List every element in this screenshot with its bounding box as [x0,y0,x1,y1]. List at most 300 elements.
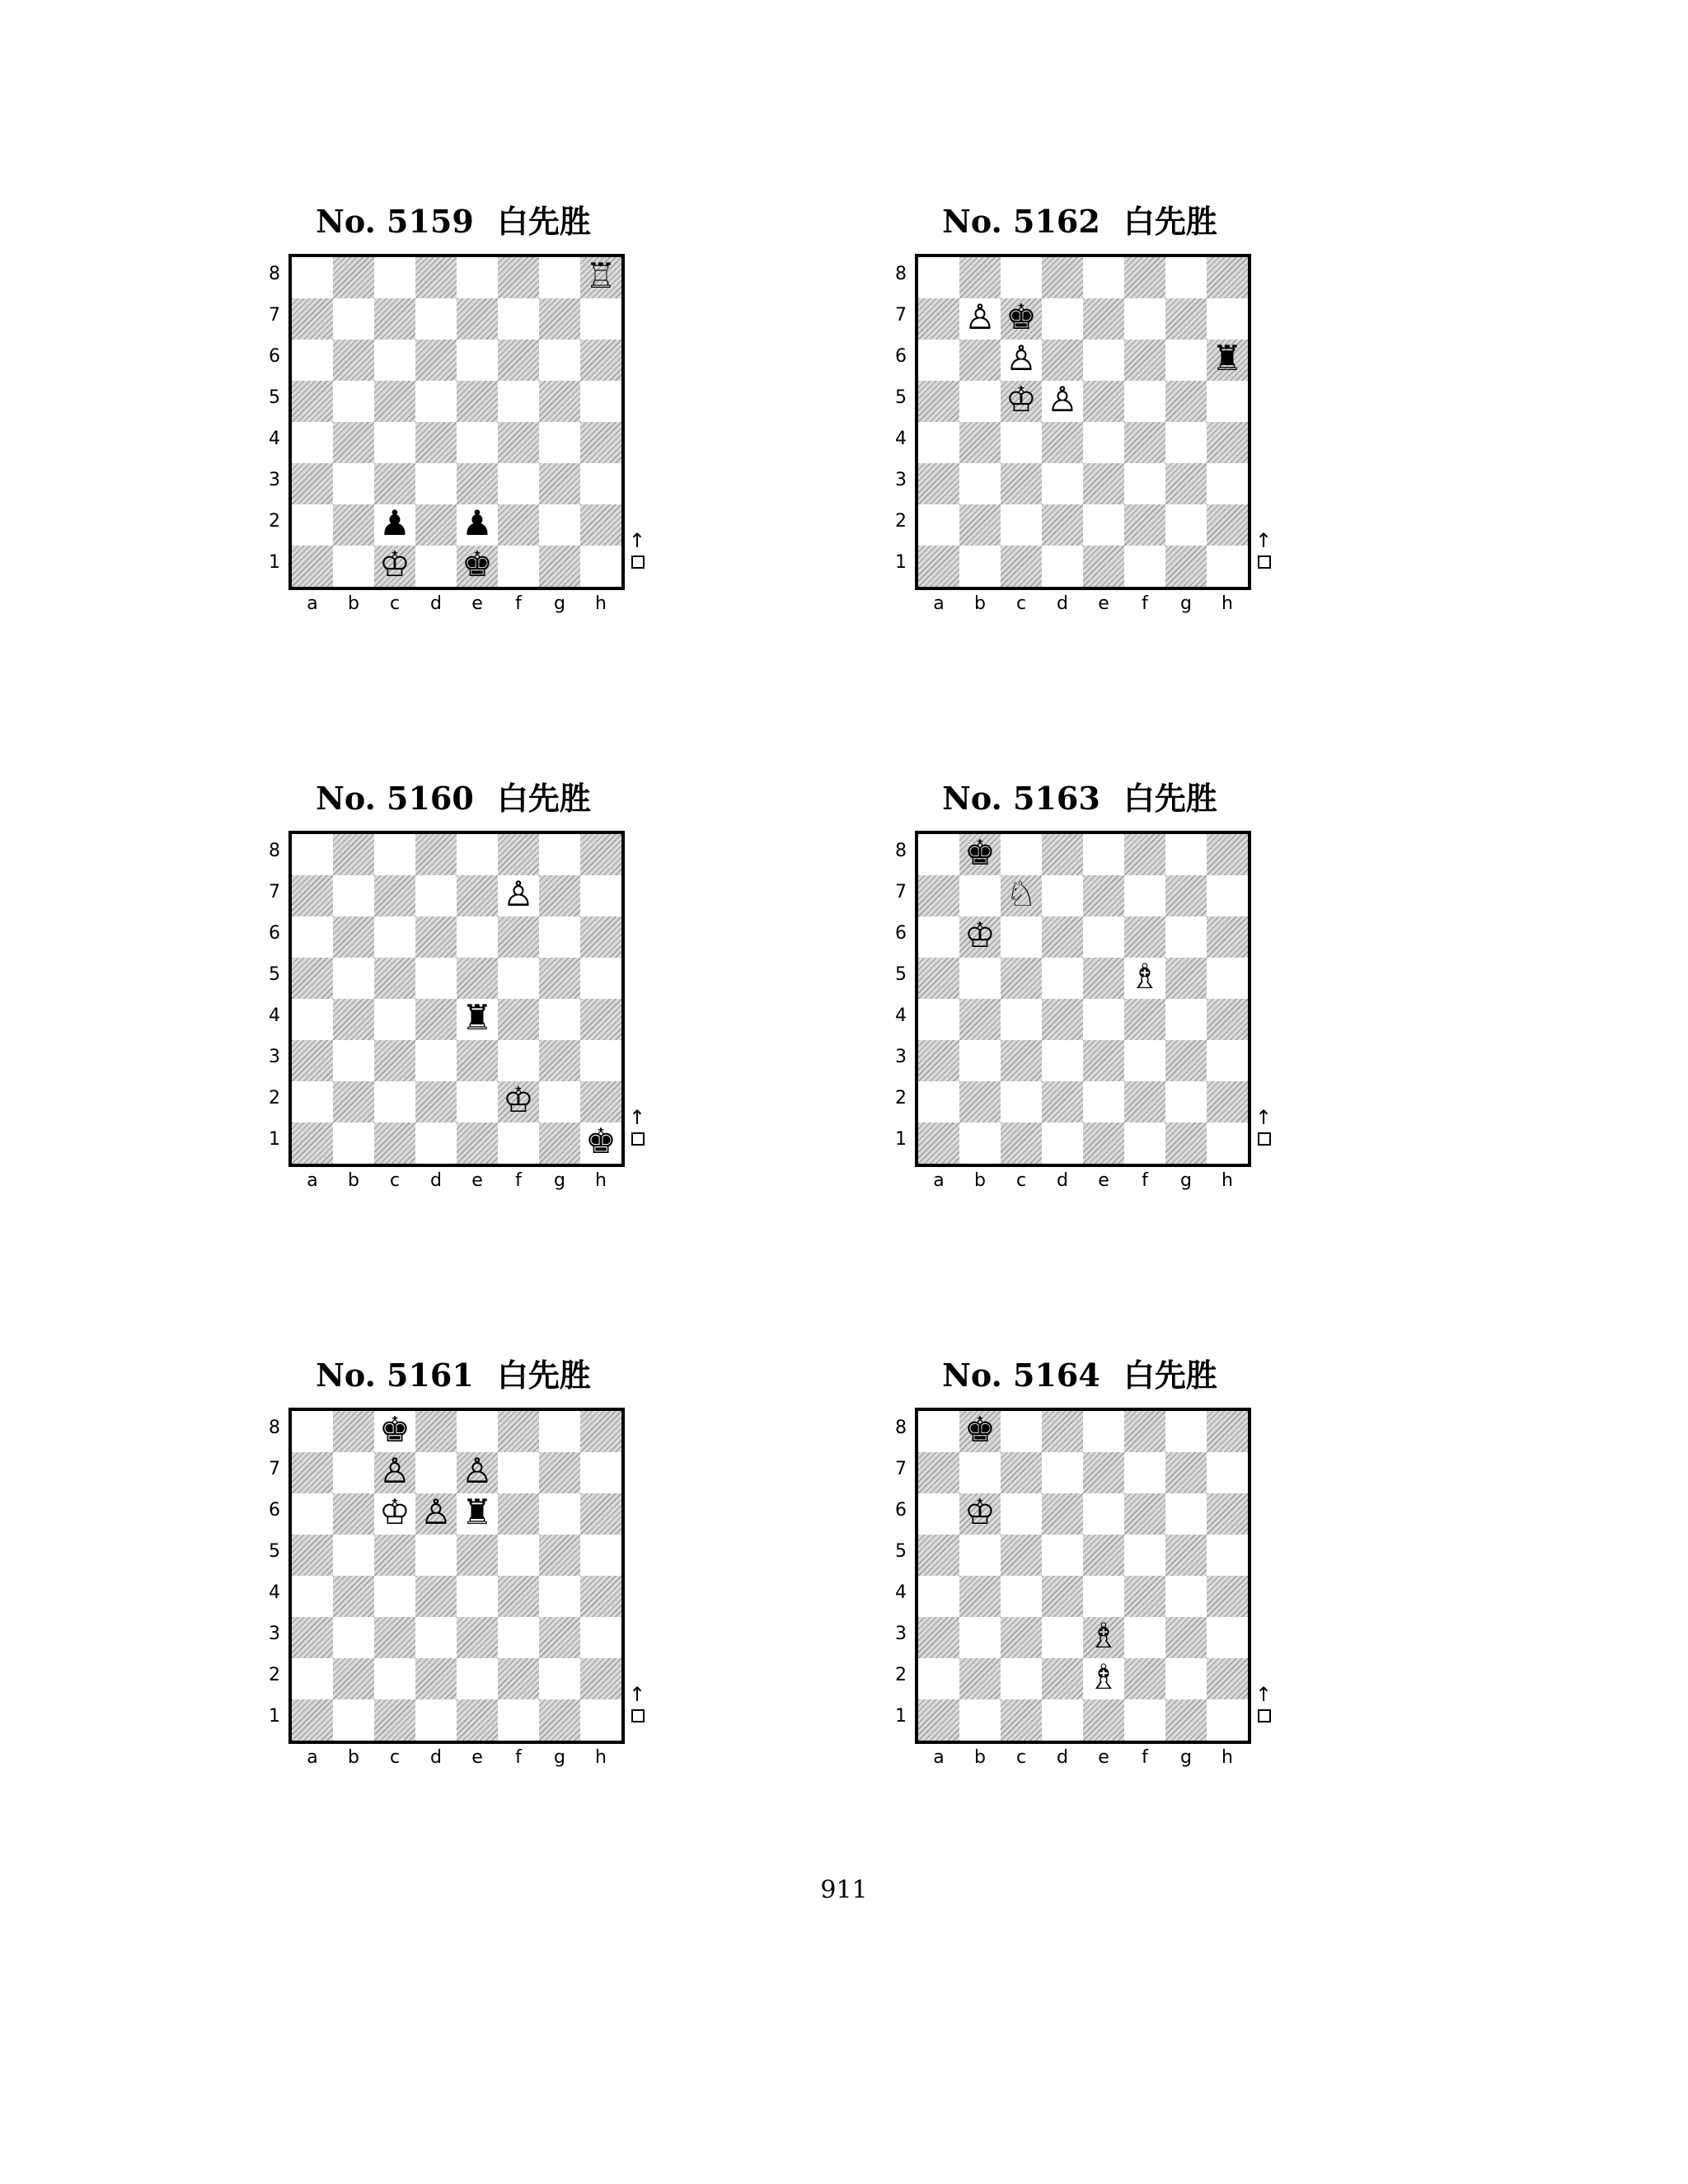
file-label: f [1142,1170,1148,1191]
square-c7 [374,298,415,340]
square-c3 [374,1617,415,1658]
rank-label: 2 [895,1665,907,1685]
file-label: g [554,1170,565,1191]
square-h1 [1207,546,1248,587]
file-label: h [1221,593,1233,614]
square-h7 [580,1452,621,1493]
white-square-icon [1258,555,1271,569]
black-king-icon: ♚ [964,1409,996,1450]
square-a7 [918,298,959,340]
square-f6 [498,916,539,958]
chess-board [288,831,625,1167]
square-g3 [539,1040,580,1081]
square-g2 [1165,1658,1207,1699]
square-f4 [1124,999,1165,1040]
square-d2 [1042,504,1083,546]
square-g6 [539,916,580,958]
square-a3 [918,1617,959,1658]
square-f4 [1124,1576,1165,1617]
rank-label: 2 [269,1088,280,1108]
square-c1 [1001,546,1042,587]
file-label: h [1221,1747,1233,1768]
square-f7 [1124,298,1165,340]
square-g3 [1165,1040,1207,1081]
square-g3 [1165,1617,1207,1658]
white-pawn-icon: ♙ [420,1492,452,1532]
square-h3 [1207,1040,1248,1081]
arrow-up-icon: ↑ [1254,1106,1273,1129]
square-h3 [580,463,621,504]
square-g3 [1165,463,1207,504]
square-e7 [457,298,498,340]
square-a5 [292,1535,333,1576]
white-square-icon [631,555,645,569]
square-g8 [1165,257,1207,298]
rank-label: 2 [269,1665,280,1685]
square-d4 [415,999,457,1040]
square-d8 [415,1411,457,1452]
square-d5 [1042,1535,1083,1576]
square-a4 [918,1576,959,1617]
square-f3 [498,1040,539,1081]
rank-label: 5 [269,964,280,985]
square-h5 [580,381,621,422]
white-king-icon: ♔ [1006,379,1037,419]
square-e7 [1083,875,1124,916]
square-h5 [1207,381,1248,422]
rank-label: 3 [269,470,280,490]
square-e2 [457,1658,498,1699]
file-label: b [348,1747,359,1768]
arrow-up-icon: ↑ [628,1683,646,1706]
file-label: e [1098,593,1109,614]
square-a2 [292,1081,333,1122]
file-label: b [974,1170,986,1191]
rank-label: 8 [895,1418,907,1438]
square-h6 [1207,1493,1248,1535]
black-king-icon: ♚ [379,1409,410,1450]
square-g3 [539,463,580,504]
square-b4 [959,1576,1001,1617]
file-label: e [471,1170,483,1191]
square-c8 [1001,1411,1042,1452]
rank-label: 1 [895,1706,907,1727]
square-d6 [1042,1493,1083,1535]
square-f4 [498,1576,539,1617]
square-d1 [415,1122,457,1164]
rank-label: 4 [895,1005,907,1026]
square-d1 [1042,1122,1083,1164]
square-e3 [457,463,498,504]
white-king-icon: ♔ [964,1492,996,1532]
square-h4 [1207,999,1248,1040]
square-c3 [374,1040,415,1081]
square-f4 [498,999,539,1040]
file-label: d [430,593,442,614]
rank-label: 6 [895,923,907,944]
white-king-icon: ♔ [379,544,410,584]
square-b6 [333,916,374,958]
square-e1 [1083,546,1124,587]
square-a8 [918,257,959,298]
white-king-icon: ♔ [503,1080,534,1120]
square-h1 [1207,1699,1248,1741]
square-b2 [333,504,374,546]
square-g6 [1165,1493,1207,1535]
square-c2 [374,1081,415,1122]
rank-label: 7 [269,1459,280,1479]
square-f7 [498,1452,539,1493]
square-a1 [918,1122,959,1164]
problem-number: No. 5162 [942,203,1100,240]
problem-task: 白先胜 [1123,203,1217,240]
square-c2 [1001,1658,1042,1699]
black-rook-icon: ♜ [1212,338,1243,378]
square-b1 [333,546,374,587]
square-d6 [415,340,457,381]
rank-label: 8 [895,841,907,861]
square-a2 [918,1081,959,1122]
square-h6 [580,916,621,958]
square-h4 [1207,422,1248,463]
square-d3 [1042,1040,1083,1081]
square-c2 [374,1658,415,1699]
square-h7 [1207,298,1248,340]
square-e6 [457,916,498,958]
square-d2 [415,1081,457,1122]
square-f1 [1124,546,1165,587]
square-e7 [457,875,498,916]
square-g2 [1165,1081,1207,1122]
square-a7 [918,875,959,916]
square-d8 [1042,834,1083,875]
square-c3 [374,463,415,504]
square-g5 [539,958,580,999]
white-pawn-icon: ♙ [964,297,996,337]
square-h2 [580,504,621,546]
square-h8 [1207,834,1248,875]
rank-label: 5 [895,1541,907,1562]
square-b2 [959,1658,1001,1699]
square-f3 [1124,463,1165,504]
file-label: c [1015,1170,1027,1191]
file-label: d [430,1747,442,1768]
square-a4 [292,1576,333,1617]
square-h8 [1207,1411,1248,1452]
square-g4 [1165,999,1207,1040]
square-a7 [918,1452,959,1493]
square-a4 [292,999,333,1040]
file-label: c [389,1747,401,1768]
black-king-icon: ♚ [964,832,996,873]
square-c4 [374,422,415,463]
square-e8 [1083,257,1124,298]
square-d2 [1042,1081,1083,1122]
square-g6 [539,340,580,381]
file-label: d [1057,593,1068,614]
square-a6 [918,340,959,381]
white-king-icon: ♔ [379,1492,410,1532]
square-c1 [374,1122,415,1164]
square-c5 [1001,958,1042,999]
file-label: e [471,593,483,614]
square-d1 [415,1699,457,1741]
file-label: a [307,1747,318,1768]
square-a5 [918,1535,959,1576]
problem-task: 白先胜 [496,203,591,240]
square-a8 [918,1411,959,1452]
square-f6 [498,1493,539,1535]
file-label: g [554,593,565,614]
square-b2 [959,1081,1001,1122]
white-bishop-icon: ♗ [1088,1657,1119,1697]
square-a2 [292,504,333,546]
problem-number: No. 5164 [942,1357,1100,1394]
square-d5 [415,1535,457,1576]
square-h3 [580,1617,621,1658]
square-f3 [1124,1617,1165,1658]
square-d5 [415,381,457,422]
square-e8 [1083,834,1124,875]
square-g8 [1165,1411,1207,1452]
square-d3 [415,1040,457,1081]
square-d2 [415,504,457,546]
square-a3 [292,1617,333,1658]
square-e5 [457,1535,498,1576]
square-b8 [959,257,1001,298]
square-g1 [539,1699,580,1741]
square-c5 [374,1535,415,1576]
square-f3 [498,1617,539,1658]
square-f5 [498,958,539,999]
file-label: c [389,593,401,614]
square-h2 [1207,1081,1248,1122]
square-c8 [374,257,415,298]
square-c3 [1001,1617,1042,1658]
square-d3 [415,1617,457,1658]
square-g3 [539,1617,580,1658]
page-number: 911 [820,1876,868,1905]
square-f8 [1124,834,1165,875]
square-g2 [1165,504,1207,546]
square-b7 [333,1452,374,1493]
square-e2 [1083,1081,1124,1122]
square-a8 [292,257,333,298]
square-f8 [1124,257,1165,298]
square-c4 [374,999,415,1040]
square-b4 [333,999,374,1040]
square-b6 [333,340,374,381]
square-d7 [1042,1452,1083,1493]
square-c8 [1001,257,1042,298]
rank-label: 3 [895,1047,907,1067]
square-e8 [1083,1411,1124,1452]
square-e1 [457,1122,498,1164]
file-label: a [307,1170,318,1191]
square-h5 [580,958,621,999]
square-f2 [1124,504,1165,546]
square-a1 [292,1122,333,1164]
rank-label: 4 [895,429,907,449]
square-c6 [1001,916,1042,958]
square-f7 [1124,875,1165,916]
square-d4 [415,422,457,463]
square-a8 [292,1411,333,1452]
square-e4 [457,422,498,463]
rank-label: 4 [269,1582,280,1603]
square-e1 [1083,1122,1124,1164]
square-f2 [1124,1658,1165,1699]
rank-label: 7 [269,305,280,326]
file-label: g [1180,1747,1192,1768]
square-h6 [580,340,621,381]
problem-title [223,773,684,818]
file-label: f [1142,1747,1148,1768]
square-a5 [918,958,959,999]
square-f1 [498,1699,539,1741]
black-king-icon: ♚ [585,1121,617,1161]
square-e4 [1083,999,1124,1040]
square-e4 [1083,422,1124,463]
rank-label: 6 [269,1500,280,1521]
square-a3 [918,463,959,504]
rank-label: 8 [269,1418,280,1438]
file-label: h [1221,1170,1233,1191]
square-d7 [415,298,457,340]
square-g5 [539,1535,580,1576]
square-g7 [1165,298,1207,340]
rank-label: 6 [269,346,280,367]
square-c5 [374,958,415,999]
problem-title [849,196,1311,241]
square-h2 [580,1081,621,1122]
square-d7 [1042,298,1083,340]
square-a1 [918,1699,959,1741]
square-b7 [333,298,374,340]
rank-label: 1 [269,552,280,573]
square-e6 [457,340,498,381]
square-g2 [539,504,580,546]
square-a6 [292,916,333,958]
square-c5 [1001,1535,1042,1576]
square-d1 [1042,546,1083,587]
square-c3 [1001,463,1042,504]
rank-label: 4 [895,1582,907,1603]
square-a6 [292,340,333,381]
square-a7 [292,1452,333,1493]
square-h1 [1207,1122,1248,1164]
problem-task: 白先胜 [1123,780,1217,817]
square-b1 [333,1122,374,1164]
rank-label: 1 [895,552,907,573]
square-f6 [1124,1493,1165,1535]
square-c4 [1001,422,1042,463]
square-h8 [580,1411,621,1452]
square-e8 [457,1411,498,1452]
square-a3 [292,1040,333,1081]
square-e8 [457,834,498,875]
square-a2 [292,1658,333,1699]
arrow-up-icon: ↑ [1254,529,1273,552]
file-label: d [1057,1170,1068,1191]
square-b2 [333,1658,374,1699]
chess-board [288,254,625,590]
rank-label: 2 [895,1088,907,1108]
white-square-icon [631,1709,645,1722]
square-g4 [1165,422,1207,463]
square-b7 [959,1452,1001,1493]
square-f3 [498,463,539,504]
rank-label: 7 [895,882,907,902]
file-label: h [595,1170,607,1191]
square-e7 [1083,298,1124,340]
square-h4 [580,422,621,463]
square-c8 [1001,834,1042,875]
problem-number: No. 5163 [942,780,1100,817]
square-f4 [1124,422,1165,463]
square-h4 [580,999,621,1040]
square-e1 [1083,1699,1124,1741]
rank-label: 5 [895,387,907,408]
square-b3 [333,1040,374,1081]
file-label: f [515,593,522,614]
square-b8 [333,257,374,298]
square-e3 [457,1040,498,1081]
rank-label: 1 [269,1706,280,1727]
square-e6 [1083,340,1124,381]
square-b4 [959,999,1001,1040]
square-e8 [457,257,498,298]
square-a4 [918,422,959,463]
black-pawn-icon: ♟ [379,503,410,543]
square-h1 [580,1699,621,1741]
rank-label: 1 [269,1129,280,1150]
square-b1 [333,1699,374,1741]
square-h8 [580,834,621,875]
rank-label: 6 [895,346,907,367]
square-e3 [457,1617,498,1658]
square-a7 [292,875,333,916]
problem-task: 白先胜 [496,1357,591,1394]
square-e2 [1083,504,1124,546]
square-e3 [1083,463,1124,504]
white-king-icon: ♔ [964,915,996,955]
file-label: c [1015,1747,1027,1768]
file-label: e [471,1747,483,1768]
square-h6 [580,1493,621,1535]
square-b3 [333,463,374,504]
square-h7 [580,298,621,340]
square-c7 [374,875,415,916]
rank-label: 3 [269,1624,280,1644]
rank-label: 2 [895,511,907,532]
square-f3 [1124,1040,1165,1081]
square-d4 [1042,422,1083,463]
rank-label: 7 [895,305,907,326]
square-b4 [959,422,1001,463]
square-g4 [539,1576,580,1617]
square-a4 [292,422,333,463]
square-g8 [1165,834,1207,875]
square-d8 [415,834,457,875]
rank-label: 3 [269,1047,280,1067]
square-d7 [415,1452,457,1493]
square-g1 [539,1122,580,1164]
rank-label: 7 [895,1459,907,1479]
white-rook-icon: ♖ [585,255,617,296]
square-d1 [415,546,457,587]
file-label: g [1180,593,1192,614]
